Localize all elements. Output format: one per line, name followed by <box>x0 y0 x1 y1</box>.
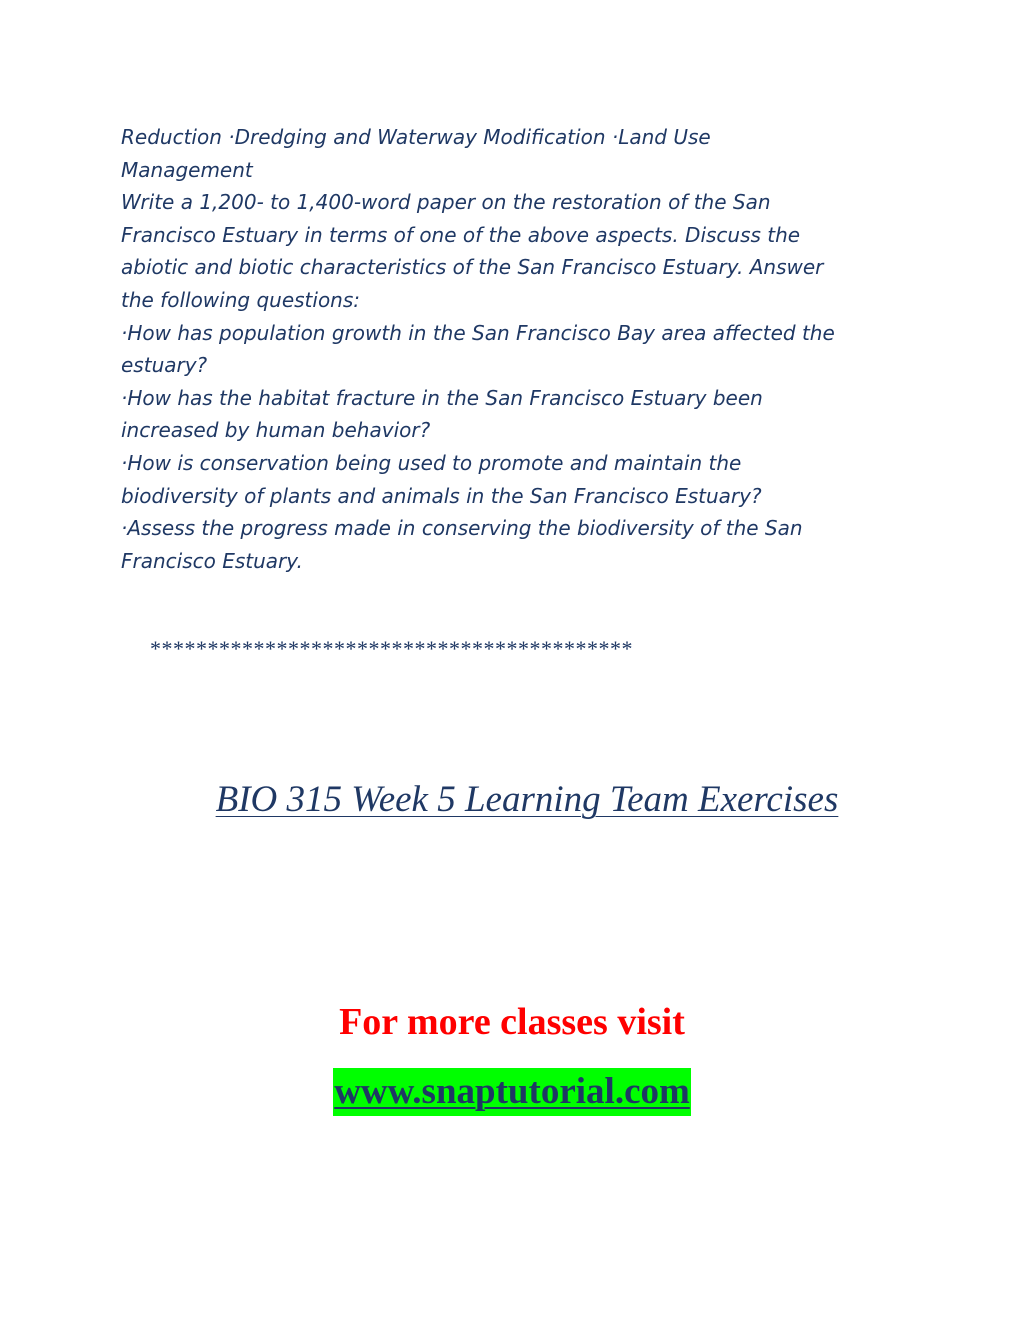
text-line: Francisco Estuary. <box>121 548 303 573</box>
text-line: the following questions: <box>121 287 361 312</box>
snaptutorial-link[interactable]: www.snaptutorial.com <box>333 1068 691 1116</box>
assignment-text <box>121 121 911 577</box>
promo-text: For more classes visit <box>339 1001 685 1043</box>
text-line: ·How has population growth in the San Francisco Bay area affected the <box>121 320 835 345</box>
text-line: Management <box>121 157 253 182</box>
section-heading <box>0 778 1024 821</box>
promo-link-wrapper <box>0 1068 1024 1116</box>
text-line: increased by human behavior? <box>121 418 431 443</box>
text-line: ·Assess the progress made in conserving the biodiversity of the San <box>121 516 803 541</box>
text-line: ·How is conservation being used to promote and maintain the <box>121 450 742 475</box>
text-line: Write a 1,200- to 1,400-word paper on the restoration of the San <box>121 190 771 215</box>
asterisk-separator: ****************************************** <box>150 636 633 661</box>
section-heading-text: BIO 315 Week 5 Learning Team Exercises <box>215 779 839 820</box>
text-line: Francisco Estuary in terms of one of the above aspects. Discuss the <box>121 222 801 247</box>
text-line: Reduction ·Dredging and Waterway Modification ·Land Use <box>121 125 711 149</box>
text-line: abiotic and biotic characteristics of the San Francisco Estuary. Answer <box>121 255 824 280</box>
text-line: biodiversity of plants and animals in the San Francisco Estuary? <box>121 483 762 508</box>
text-line: estuary? <box>121 353 208 378</box>
text-line: ·How has the habitat fracture in the San Francisco Estuary been <box>121 385 763 410</box>
